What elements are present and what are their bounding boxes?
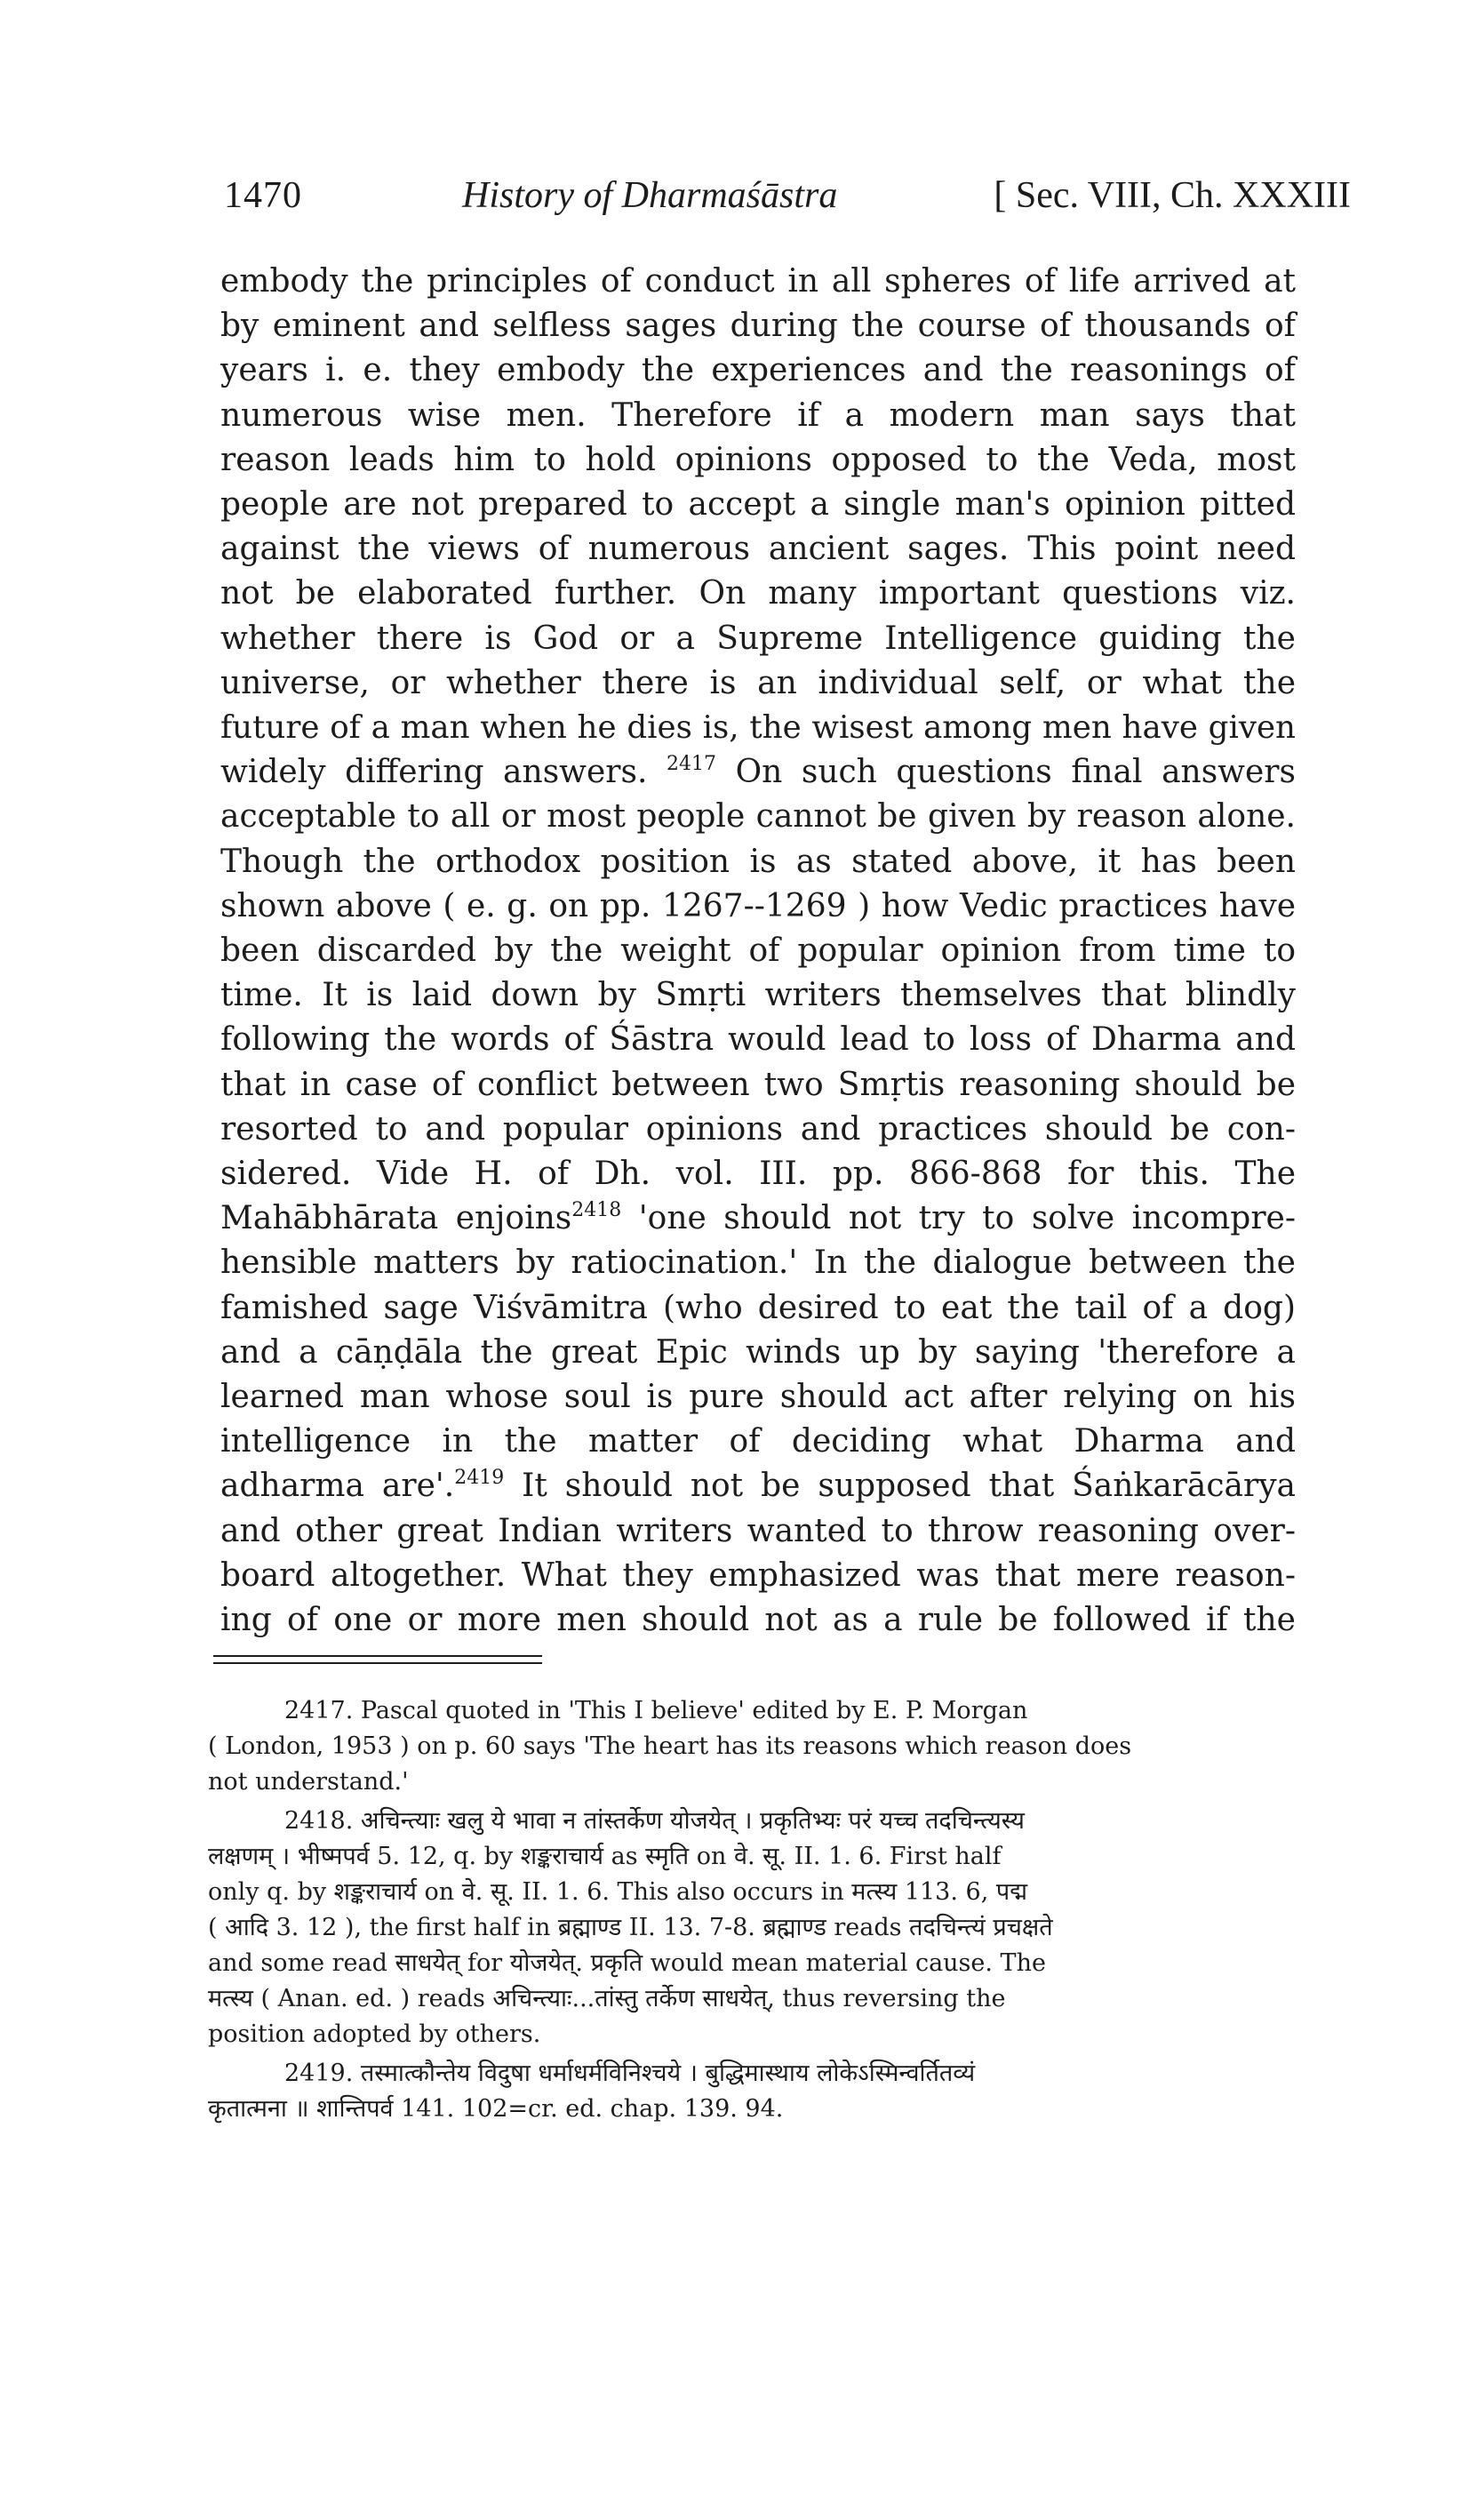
section-reference: [ Sec. VIII, Ch. XXXIII [994, 175, 1351, 216]
footnote-line: 2418. अचिन्त्याः खलु ये भावा न तांस्तर्केण योजयेत् । प्रकृतिभ्यः परं यच्च तदचिन्त्यस्य [284, 1807, 1025, 1835]
text-segment: Mahābhārata enjoins [220, 1200, 572, 1237]
text-line: hensible matters by ratiocination.' In the dialogue between the [220, 1244, 1296, 1282]
footnote-divider [213, 1655, 542, 1657]
text-line: board altogether. What they emphasized was that mere reason- [220, 1556, 1296, 1594]
text-line: famished sage Viśvāmitra (who desired to eat the tail of a dog) [220, 1289, 1296, 1326]
footnote-ref-2418: 2418 [571, 1199, 622, 1222]
text-line: resorted to and popular opinions and practices should be con- [220, 1110, 1296, 1148]
text-line: whether there is God or a Supreme Intelligence guiding the [220, 620, 1296, 657]
text-segment: adharma are'. [220, 1468, 455, 1505]
text-segment: On such questions final answers [716, 754, 1296, 791]
text-line: following the words of Śāstra would lead to loss of Dharma and [220, 1021, 1296, 1059]
text-line [220, 1464, 1296, 1508]
text-line: embody the principles of conduct in all spheres of life arrived at [220, 263, 1296, 300]
text-segment: 'one should not try to solve incompre- [621, 1200, 1297, 1237]
footnote-2419 [208, 2056, 1297, 2127]
footnote-line: 2419. तस्मात्कौन्तेय विदुषा धर्माधर्मविनिश्चये । बुद्धिमास्थाय लोकेऽस्मिन्वर्तितव्यं [284, 2060, 976, 2087]
text-line: been discarded by the weight of popular opinion from time to [220, 932, 1296, 970]
footnote-line: only q. by शङ्कराचार्य on वे. सू. II. 1. 6. This also occurs in मत्स्य 113. 6, पद्म [208, 1878, 1027, 1906]
text-line: people are not prepared to accept a single man's opinion pitted [220, 486, 1296, 524]
text-line: intelligence in the matter of deciding what Dharma and [220, 1423, 1296, 1460]
footnote-line: मत्स्य ( Anan. ed. ) reads अचिन्त्याः...तांस्तु तर्केण साधयेत्, thus reversing the [208, 1985, 1006, 2012]
text-line: by eminent and selfless sages during the course of thousands of [220, 308, 1296, 345]
footnote-line: not understand.' [208, 1768, 409, 1796]
text-line [220, 750, 1296, 795]
text-line: not be elaborated further. On many important questions viz. [220, 575, 1296, 612]
footnote-2418 [208, 1804, 1297, 2052]
footnote-line: लक्षणम् । भीष्मपर्व 5. 12, q. by शङ्कराचार्य as स्मृति on वे. सू. II. 1. 6. First half [208, 1843, 1002, 1870]
footnote-line: कृतात्मना ॥ शान्तिपर्व 141. 102=cr. ed. chap. 139. 94. [208, 2095, 784, 2123]
text-line: numerous wise men. Therefore if a modern man says that [220, 396, 1296, 434]
footnote-line: position adopted by others. [208, 2020, 541, 2048]
footnote-line: ( London, 1953 ) on p. 60 says 'The heart has its reasons which reason does [208, 1732, 1132, 1760]
text-line: Though the orthodox position is as stated above, it has been [220, 843, 1296, 880]
text-line: reason leads him to hold opinions opposed to the Veda, most [220, 441, 1296, 478]
page-header [224, 169, 1351, 222]
text-line: time. It is laid down by Smṛti writers themselves that blindly [220, 977, 1296, 1014]
text-line: and a cāṇḍāla the great Epic winds up by saying 'therefore a [220, 1333, 1296, 1371]
text-line: sidered. Vide H. of Dh. vol. III. pp. 866-868 for this. The [220, 1156, 1296, 1193]
text-segment: widely differing answers. [220, 754, 648, 791]
footnote-line: 2417. Pascal quoted in 'This I believe' edited by E. P. Morgan [284, 1697, 1028, 1724]
page-number: 1470 [224, 175, 302, 216]
footnote-divider [213, 1662, 542, 1664]
footnote-line: ( आदि 3. 12 ), the first half in ब्रह्माण्ड II. 13. 7-8. ब्रह्माण्ड reads तदचिन्त्यं प्रचक्षते [208, 1914, 1053, 1941]
text-line: against the views of numerous ancient sages. This point need [220, 531, 1296, 568]
text-line: learned man whose soul is pure should act after relying on his [220, 1379, 1296, 1416]
text-line: universe, or whether there is an individual self, or what the [220, 664, 1296, 701]
text-line: that in case of conflict between two Smṛtis reasoning should be [220, 1066, 1296, 1103]
main-text [220, 260, 1296, 1643]
footnote-ref-2417: 2417 [667, 753, 717, 776]
footnotes [208, 1693, 1297, 2131]
text-line [220, 1196, 1296, 1241]
text-line: ing of one or more men should not as a rule be followed if the [220, 1602, 1296, 1639]
text-line: acceptable to all or most people cannot be given by reason alone. [220, 798, 1296, 836]
footnote-2417 [208, 1693, 1297, 1800]
text-line: shown above ( e. g. on pp. 1267--1269 ) how Vedic practices have [220, 887, 1296, 924]
text-segment: It should not be supposed that Śaṅkarācārya [504, 1468, 1296, 1505]
footnote-ref-2419: 2419 [454, 1467, 505, 1490]
text-line: and other great Indian writers wanted to throw reasoning over- [220, 1512, 1296, 1549]
footnote-line: and some read साधयेत् for योजयेत्. प्रकृति would mean material cause. The [208, 1949, 1046, 1977]
text-line: future of a man when he dies is, the wisest among men have given [220, 709, 1296, 747]
text-line: years i. e. they embody the experiences and the reasonings of [220, 352, 1296, 389]
running-title: History of Dharmaśāstra [462, 175, 838, 216]
